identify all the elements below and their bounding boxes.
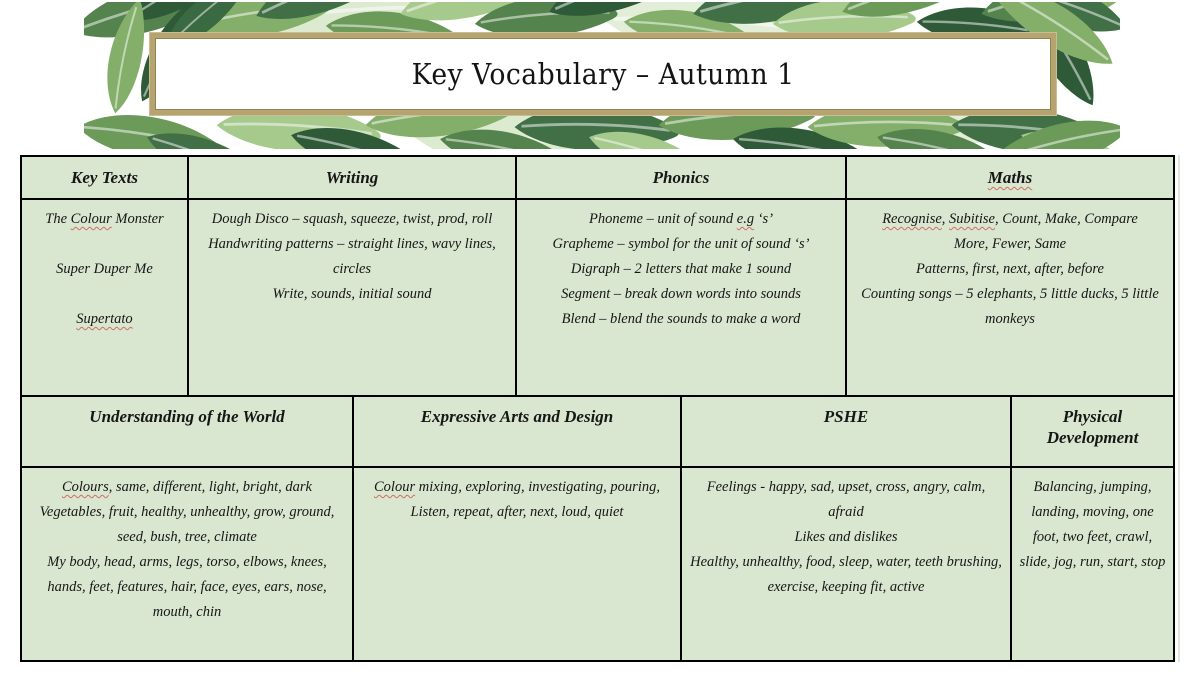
text-line: Phoneme – unit of sound e.g ‘s’ <box>588 211 774 227</box>
vocabulary-table <box>20 155 1175 662</box>
page-title: Key Vocabulary – Autumn 1 <box>411 57 795 91</box>
text-line: Super Duper Me <box>56 261 153 277</box>
cell-writing <box>189 200 517 397</box>
text-line: Writing <box>325 168 379 187</box>
text-line: Recognise, Subitise, Count, Make, Compare <box>882 211 1138 227</box>
cell-maths <box>847 200 1173 397</box>
text-line: Maths <box>987 168 1033 187</box>
text-line: Patterns, first, next, after, before <box>916 261 1104 277</box>
text-line: Expressive Arts and Design <box>420 407 614 426</box>
text-line: Colour mixing, exploring, investigating, pouring, <box>374 479 660 495</box>
cell-physical-development <box>1012 468 1173 660</box>
header-phonics <box>517 157 847 200</box>
header-understanding-of-the-world <box>22 397 354 468</box>
text-line: My body, head, arms, legs, torso, elbows, knees, hands, feet, features, hair, face, eyes, ears, nose, mouth, chin <box>47 554 327 620</box>
table-section-top <box>22 157 1173 397</box>
cell-understanding-of-the-world <box>22 468 354 660</box>
page-edge-line <box>1178 155 1180 662</box>
header-key-texts <box>22 157 189 200</box>
cell-expressive-arts-and-design <box>354 468 682 660</box>
text-line: Segment – break down words into sounds <box>561 286 801 302</box>
text-line <box>29 282 180 307</box>
header-maths <box>847 157 1173 200</box>
cell-key-texts <box>22 200 189 397</box>
text-line: Feelings - happy, sad, upset, cross, angry, calm, afraid <box>706 479 986 520</box>
text-line: Grapheme – symbol for the unit of sound ‘s’ <box>552 236 810 252</box>
text-line: Digraph – 2 letters that make 1 sound <box>570 261 792 277</box>
text-line: PSHE <box>823 407 869 426</box>
text-line: Vegetables, fruit, healthy, unhealthy, grow, ground, seed, bush, tree, climate <box>39 504 335 545</box>
text-line: Colours, same, different, light, bright, dark <box>61 479 312 495</box>
text-line: Phonics <box>652 168 710 187</box>
text-line: The Colour Monster <box>45 211 164 227</box>
text-line: Understanding of the World <box>89 407 285 426</box>
text-line: Likes and dislikes <box>794 529 898 545</box>
header-physical-development <box>1012 397 1173 468</box>
text-line <box>29 232 180 257</box>
text-line: More, Fewer, Same <box>953 236 1067 252</box>
text-line: Healthy, unhealthy, food, sleep, water, teeth brushing, exercise, keeping fit, active <box>690 554 1002 595</box>
text-line: Physical Development <box>1046 407 1139 447</box>
cell-phonics <box>517 200 847 397</box>
table-section-bottom <box>22 397 1173 660</box>
cell-pshe <box>682 468 1012 660</box>
header-writing <box>189 157 517 200</box>
text-line: Listen, repeat, after, next, loud, quiet <box>410 504 624 520</box>
text-line: Counting songs – 5 elephants, 5 little ducks, 5 little monkeys <box>861 286 1159 327</box>
header-expressive-arts-and-design <box>354 397 682 468</box>
text-line: Dough Disco – squash, squeeze, twist, prod, roll <box>211 211 493 227</box>
text-line: Write, sounds, initial sound <box>272 286 432 302</box>
header-pshe <box>682 397 1012 468</box>
text-line: Key Texts <box>71 168 138 187</box>
text-line: Blend – blend the sounds to make a word <box>561 311 801 327</box>
title-frame <box>150 33 1056 115</box>
text-line: Balancing, jumping, landing, moving, one foot, two feet, crawl, slide, jog, run, start, stop <box>1019 479 1166 570</box>
text-line: Supertato <box>76 311 133 327</box>
text-line: Handwriting patterns – straight lines, wavy lines, circles <box>208 236 496 277</box>
